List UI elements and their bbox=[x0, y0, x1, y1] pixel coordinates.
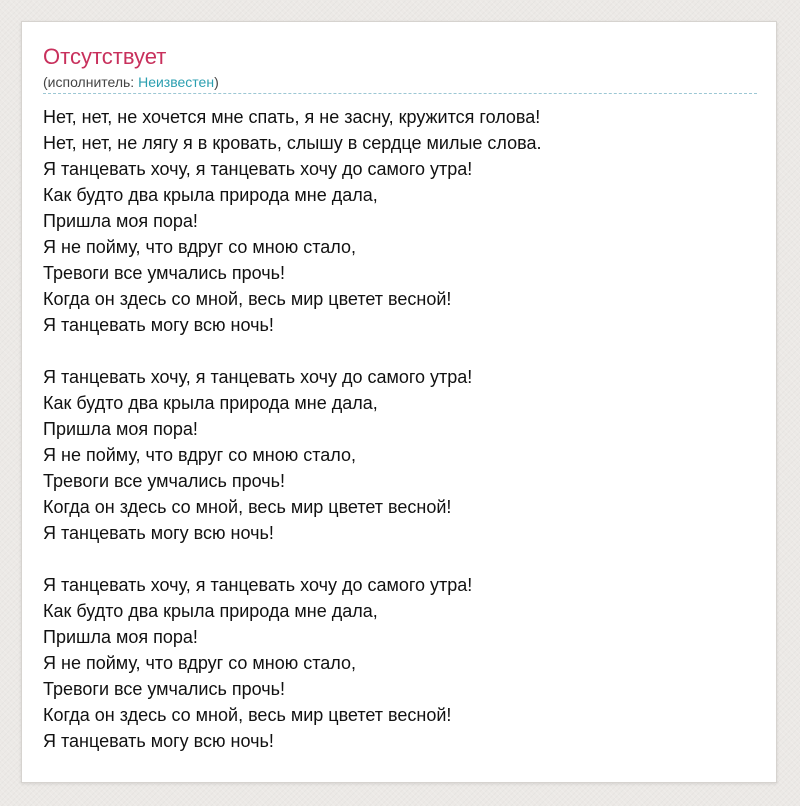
lyric-line: Как будто два крыла природа мне дала, bbox=[43, 601, 378, 621]
artist-suffix: ) bbox=[214, 74, 219, 90]
artist-prefix: (исполнитель: bbox=[43, 74, 139, 90]
lyric-line: Я танцевать могу всю ночь! bbox=[43, 731, 274, 751]
lyric-line: Я не пойму, что вдруг со мною стало, bbox=[43, 445, 357, 465]
lyric-line: Когда он здесь со мной, весь мир цветет весной! bbox=[43, 705, 452, 725]
lyric-line: Нет, нет, не лягу я в кровать, слышу в сердце милые слова. bbox=[43, 133, 542, 153]
lyric-line: Нет, нет, не хочется мне спать, я не засну, кружится голова! bbox=[43, 107, 541, 127]
lyric-line: Я танцевать могу всю ночь! bbox=[43, 523, 274, 543]
lyrics-stanza bbox=[43, 364, 757, 546]
lyric-line: Тревоги все умчались прочь! bbox=[43, 679, 285, 699]
lyrics-stanza bbox=[43, 104, 757, 338]
lyric-line: Тревоги все умчались прочь! bbox=[43, 471, 285, 491]
lyric-line: Как будто два крыла природа мне дала, bbox=[43, 393, 378, 413]
lyric-line: Когда он здесь со мной, весь мир цветет весной! bbox=[43, 289, 452, 309]
lyric-line: Когда он здесь со мной, весь мир цветет весной! bbox=[43, 497, 452, 517]
lyrics-text bbox=[43, 104, 757, 780]
artist-link[interactable]: Неизвестен bbox=[138, 74, 215, 90]
lyrics-card bbox=[21, 21, 777, 783]
artist-line bbox=[43, 73, 219, 91]
lyric-line: Как будто два крыла природа мне дала, bbox=[43, 185, 378, 205]
lyric-line: Я танцевать хочу, я танцевать хочу до самого утра! bbox=[43, 367, 473, 387]
divider bbox=[43, 93, 757, 94]
lyrics-stanza bbox=[43, 572, 757, 754]
lyric-line: Я не пойму, что вдруг со мною стало, bbox=[43, 653, 357, 673]
song-title: Отсутствует bbox=[43, 44, 167, 69]
lyric-line: Пришла моя пора! bbox=[43, 211, 198, 231]
lyric-line: Я не пойму, что вдруг со мною стало, bbox=[43, 237, 357, 257]
lyric-line: Тревоги все умчались прочь! bbox=[43, 263, 285, 283]
lyric-line: Я танцевать хочу, я танцевать хочу до самого утра! bbox=[43, 159, 473, 179]
lyric-line: Пришла моя пора! bbox=[43, 627, 198, 647]
lyric-line: Пришла моя пора! bbox=[43, 419, 198, 439]
lyric-line: Я танцевать могу всю ночь! bbox=[43, 315, 274, 335]
lyric-line: Я танцевать хочу, я танцевать хочу до самого утра! bbox=[43, 575, 473, 595]
